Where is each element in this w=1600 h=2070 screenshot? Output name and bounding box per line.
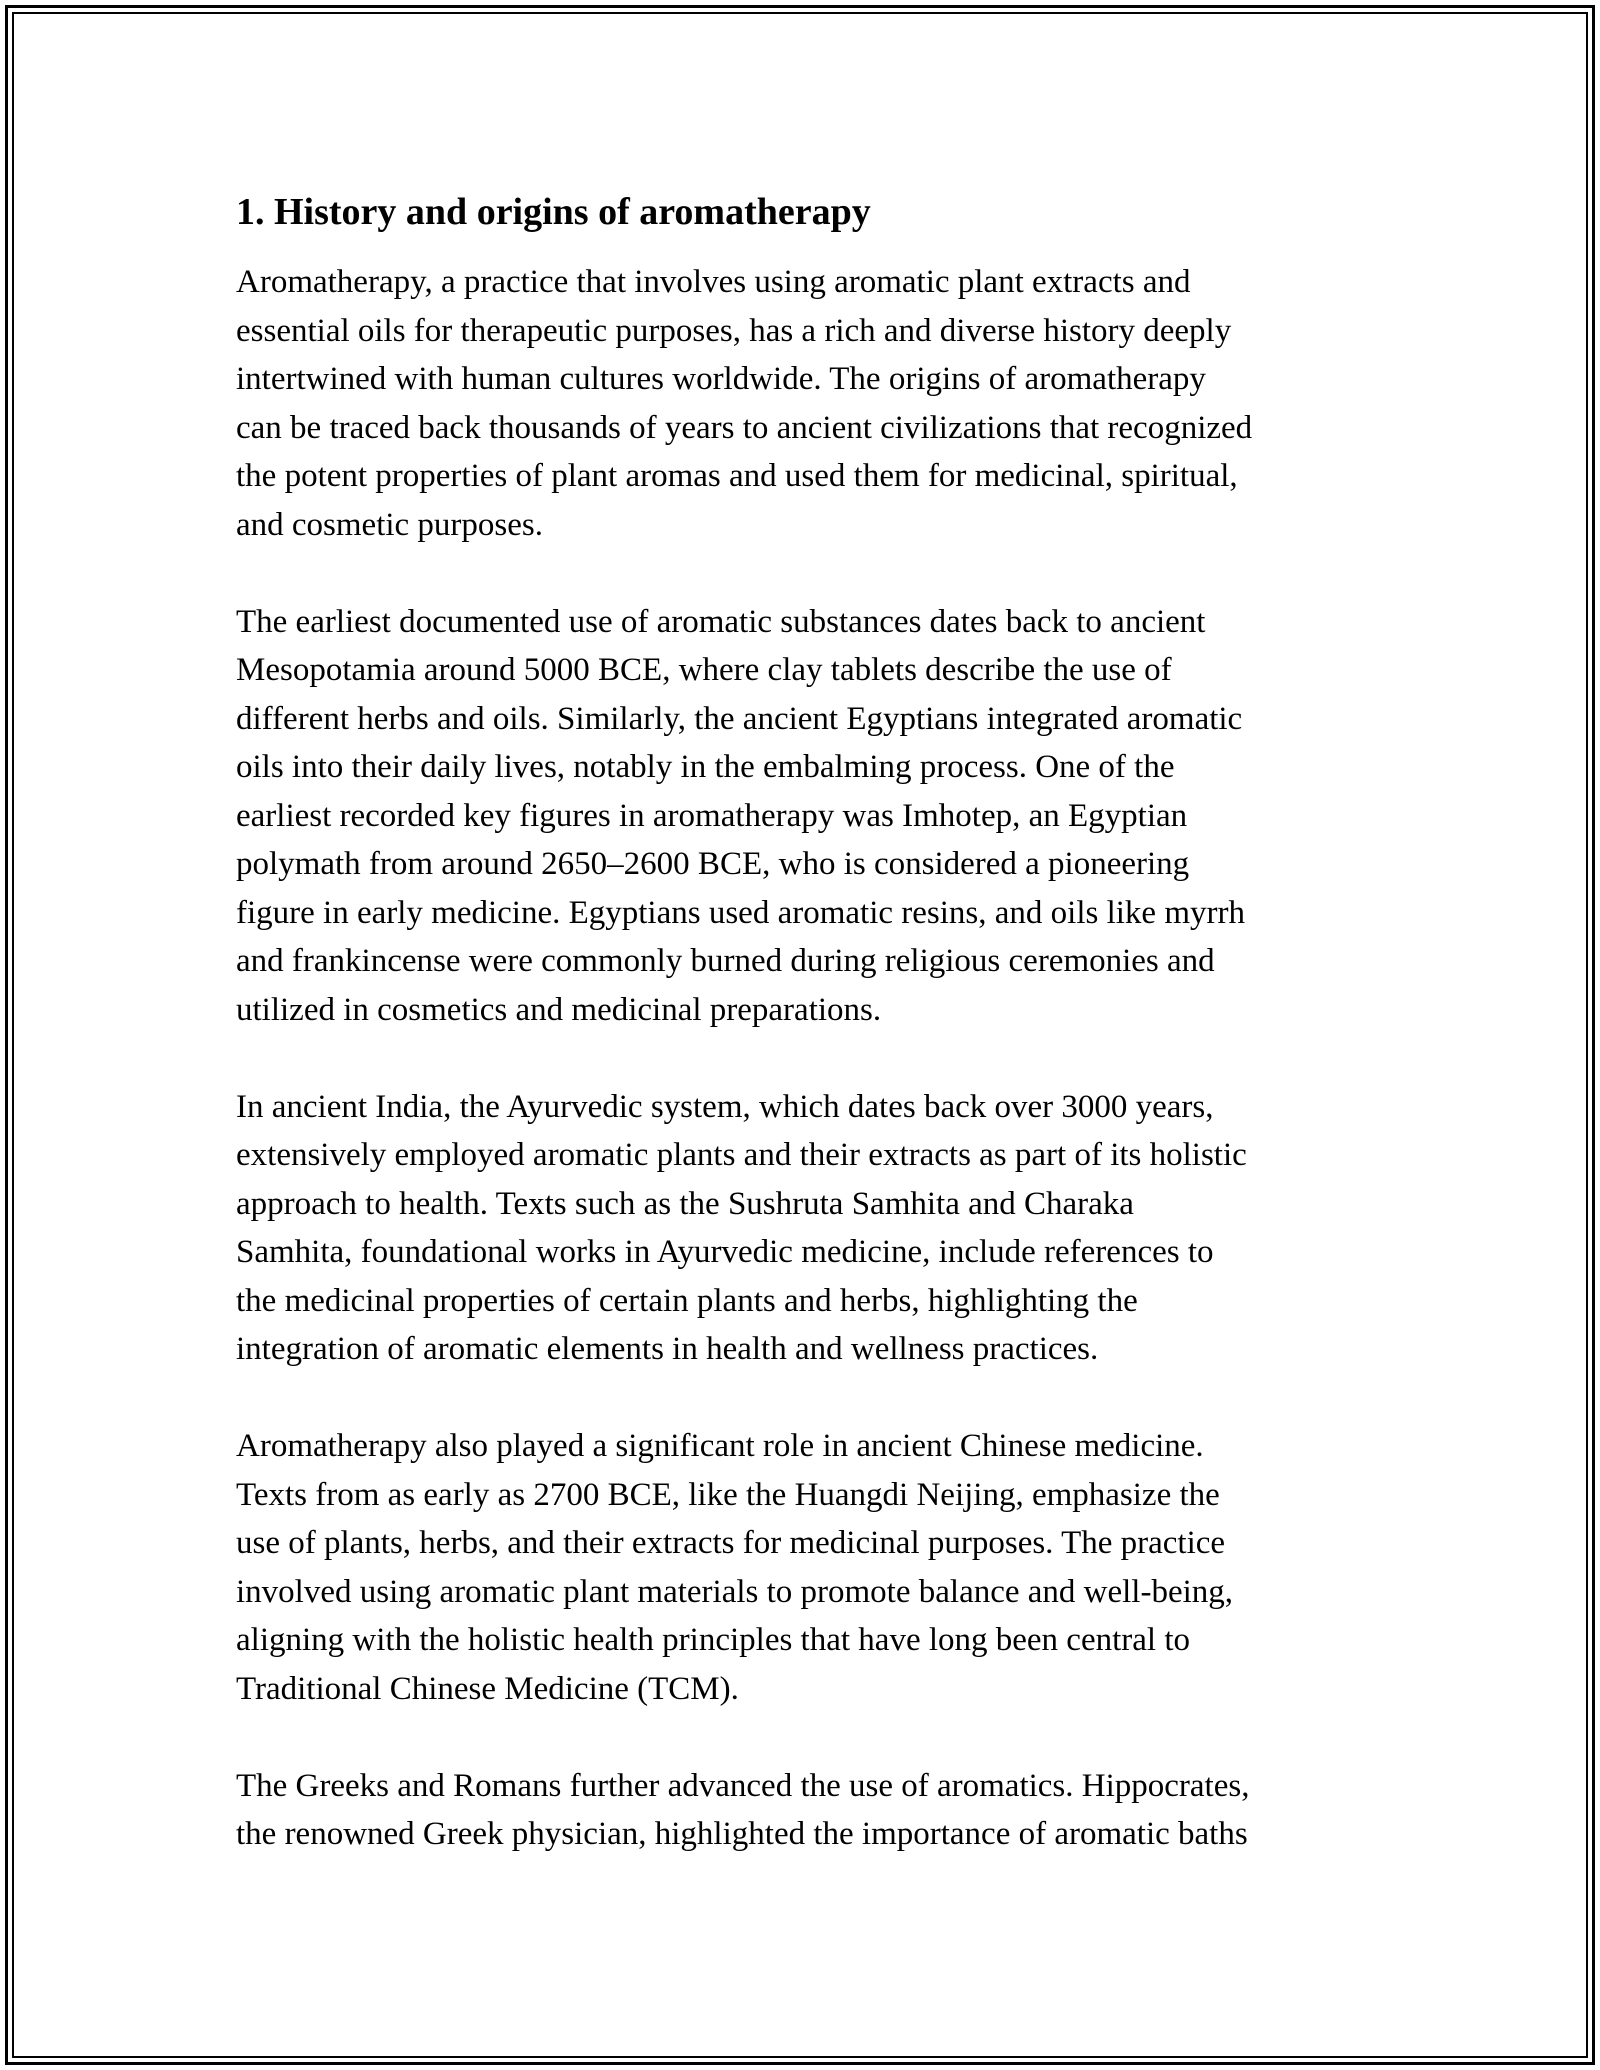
paragraph-mesopotamia-egypt: The earliest documented use of aromatic substances dates back to ancient Mesopotamia around 5000 BCE, where clay tablets describe the use of different herbs and oils. Similarly, the ancient Egyptians integrated aromatic oils into their daily lives, notably in the embalming process. One of the earliest recorded key figures in aromatherapy was Imhotep, an Egyptian polymath from around 2650–2600 BCE, who is considered a pioneering figure in early medicine. Egyptians used aromatic resins, and oils like myrrh and frankincense were commonly burned during religious ceremonies and utilized in cosmetics and medicinal preparations. xyxy=(236,603,1245,1028)
section-heading: 1. History and origins of aromatherapy xyxy=(236,191,871,233)
paragraph-introduction: Aromatherapy, a practice that involves using aromatic plant extracts and essential oils for therapeutic purposes, has a rich and diverse history deeply intertwined with human cultures worldwide. The origins of aromatherapy can be traced back thousands of years to ancient civilizations that recognized the potent properties of plant aromas and used them for medicinal, spiritual, and cosmetic purposes. xyxy=(236,264,1253,543)
paragraph-india-ayurveda: In ancient India, the Ayurvedic system, which dates back over 3000 years, extensively employed aromatic plants and their extracts as part of its holistic approach to health. Texts such as the Sushruta Samhita and Charaka Samhita, foundational works in Ayurvedic medicine, include references to the medicinal properties of certain plants and herbs, highlighting the integration of aromatic elements in health and wellness practices. xyxy=(236,1088,1247,1367)
paragraph-greeks-romans: The Greeks and Romans further advanced the use of aromatics. Hippocrates, the renowned Greek physician, highlighted the importance of aromatic baths xyxy=(236,1767,1250,1852)
paragraph-chinese-medicine: Aromatherapy also played a significant role in ancient Chinese medicine. Texts from as early as 2700 BCE, like the Huangdi Neijing, emphasize the use of plants, herbs, and their extracts for medicinal purposes. The practice involved using aromatic plant materials to promote balance and well-being, aligning with the holistic health principles that have long been central to Traditional Chinese Medicine (TCM). xyxy=(236,1428,1234,1707)
document-body xyxy=(236,188,1386,1907)
